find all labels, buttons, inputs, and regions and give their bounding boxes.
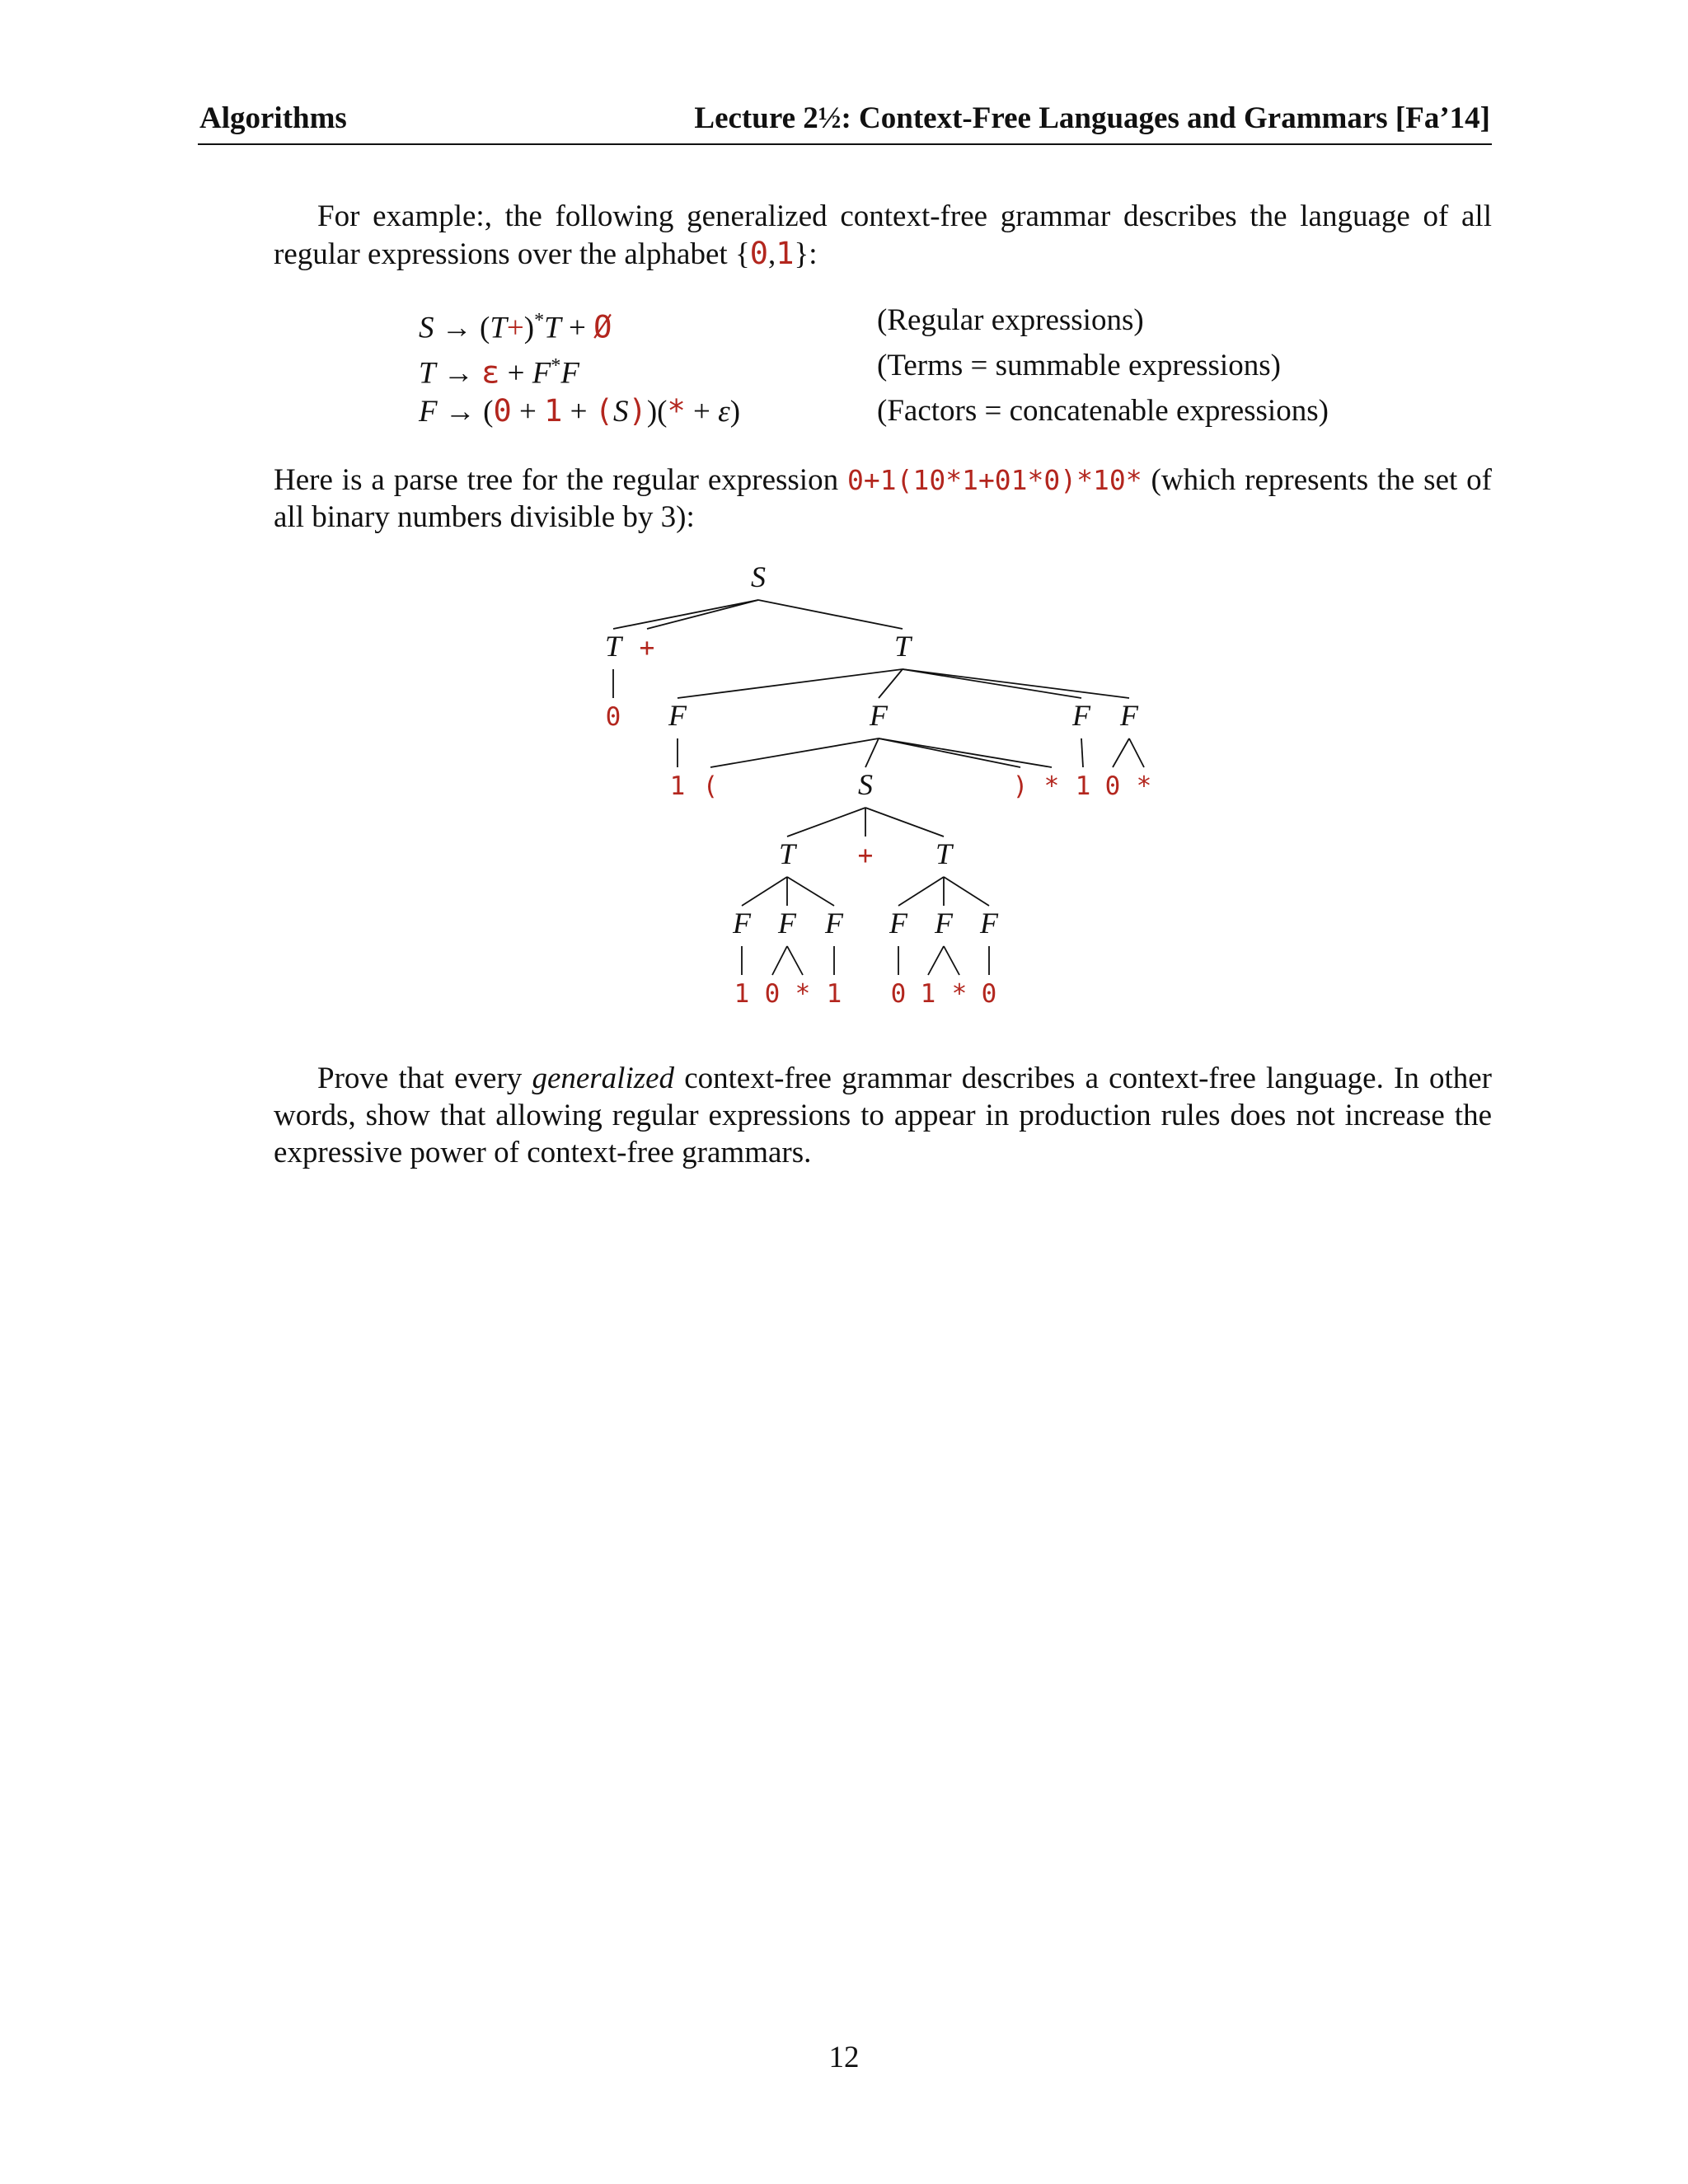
- tree-edge: [928, 946, 944, 975]
- prove-paragraph: [274, 1060, 1492, 1171]
- alphabet-brace-close: }:: [794, 237, 818, 271]
- tree-nonterminal-node: F: [889, 907, 907, 940]
- rule-symbol: 1: [544, 393, 563, 429]
- rule-symbol: +: [499, 356, 532, 391]
- rule-symbol: +: [511, 395, 545, 429]
- rule-symbol: Ø: [593, 309, 612, 345]
- tree-edge: [758, 600, 903, 629]
- rule-symbol: ε: [718, 395, 730, 429]
- prove-emphasis: generalized: [532, 1062, 675, 1095]
- rule-symbol: 0: [493, 393, 512, 429]
- parse-intro-before: Here is a parse tree for the regular expression: [274, 463, 847, 497]
- rule-symbol: T: [419, 356, 436, 391]
- tree-terminal-node: +: [857, 841, 874, 870]
- alphabet-brace-open: {: [734, 237, 750, 271]
- tree-terminal-node: 0: [981, 979, 997, 1009]
- tree-edge: [944, 946, 959, 975]
- rule-symbol: +: [562, 395, 595, 429]
- tree-edge: [879, 738, 1052, 767]
- tree-terminal-node: 0: [764, 979, 781, 1009]
- tree-terminal-node: 1: [669, 771, 686, 801]
- tree-terminal-node: 0: [605, 702, 621, 732]
- rule-symbol: +: [506, 311, 524, 345]
- tree-edge: [865, 808, 944, 837]
- rule-symbol: *: [534, 310, 545, 331]
- tree-edge: [898, 877, 944, 906]
- intro-text: For example:, the following generalized context-free grammar describes the language of all regular expressions over the alphabet: [274, 199, 1492, 271]
- tree-terminal-node: 0: [890, 979, 907, 1009]
- tree-edge: [742, 877, 787, 906]
- alphabet-comma: ,: [767, 237, 776, 271]
- tree-edge: [787, 877, 834, 906]
- alphabet-symbol-0: 0: [749, 236, 768, 271]
- rule-symbol: +: [560, 311, 594, 345]
- rule-symbol: F: [560, 356, 579, 391]
- rule-symbol: *: [551, 355, 561, 377]
- tree-edge: [903, 669, 1129, 698]
- rule-symbol: *: [667, 393, 686, 429]
- tree-nonterminal-node: F: [1072, 699, 1090, 732]
- header-left-title: Algorithms: [199, 101, 347, 135]
- tree-terminal-node: *: [1136, 771, 1152, 801]
- tree-terminal-node: 1: [1075, 771, 1091, 801]
- rule-symbol: → (: [437, 395, 494, 429]
- tree-nonterminal-node: F: [980, 907, 998, 940]
- tree-edge: [772, 946, 787, 975]
- tree-terminal-node: *: [1043, 771, 1060, 801]
- rule-symbol: ε: [481, 354, 500, 391]
- rule-symbol: S: [613, 395, 629, 429]
- tree-terminal-node: (: [702, 771, 719, 801]
- tree-nonterminal-node: F: [870, 699, 888, 732]
- tree-nonterminal-node: F: [668, 699, 687, 732]
- tree-edge: [787, 808, 865, 837]
- tree-terminal-node: ): [1012, 771, 1029, 801]
- tree-terminal-node: 0: [1104, 771, 1121, 801]
- tree-terminal-node: *: [951, 979, 968, 1009]
- rule-symbol: )(: [646, 395, 668, 429]
- tree-edge: [710, 738, 879, 767]
- prove-before: Prove that every: [317, 1062, 532, 1095]
- page-number: 12: [828, 2041, 860, 2074]
- tree-nonterminal-node: S: [858, 768, 873, 801]
- tree-nonterminal-node: T: [935, 837, 953, 870]
- tree-edge: [647, 600, 758, 629]
- tree-edge: [879, 669, 903, 698]
- tree-edge: [613, 600, 758, 629]
- grammar-rule-comment: (Regular expressions): [877, 303, 1144, 337]
- tree-edge: [865, 738, 879, 767]
- regex-example: 0+1(10*1+01*0)*10*: [847, 464, 1142, 496]
- rule-symbol: T: [490, 311, 507, 345]
- tree-nonterminal-node: F: [935, 907, 953, 940]
- tree-edge: [944, 877, 989, 906]
- rule-symbol: → (: [434, 311, 490, 345]
- alphabet-symbol-1: 1: [776, 236, 795, 271]
- rule-symbol: F: [419, 395, 438, 429]
- tree-edge: [1081, 738, 1083, 767]
- tree-edge: [879, 738, 1020, 767]
- rule-symbol: F: [532, 356, 551, 391]
- tree-nonterminal-node: F: [733, 907, 751, 940]
- tree-nonterminal-node: F: [825, 907, 843, 940]
- rule-symbol: +: [685, 395, 719, 429]
- tree-nonterminal-node: T: [778, 837, 796, 870]
- tree-nonterminal-node: T: [893, 630, 912, 663]
- tree-terminal-node: 1: [920, 979, 936, 1009]
- tree-terminal-node: 1: [826, 979, 842, 1009]
- tree-edge: [1113, 738, 1129, 767]
- tree-nonterminal-node: T: [604, 630, 622, 663]
- rule-symbol: (: [594, 393, 614, 429]
- rule-symbol: ): [628, 393, 647, 429]
- tree-nonterminal-node: F: [778, 907, 796, 940]
- rule-symbol: S: [419, 311, 434, 345]
- tree-edge: [787, 946, 803, 975]
- grammar-rule-comment: (Factors = concatenable expressions): [877, 394, 1329, 428]
- parse-intro-after: (which represents the set of all binary numbers divisible by 3):: [274, 463, 1493, 534]
- grammar-rule-comment: (Terms = summable expressions): [877, 349, 1281, 382]
- tree-edge: [1129, 738, 1144, 767]
- rule-symbol: ): [523, 311, 535, 345]
- rule-symbol: →: [435, 356, 482, 391]
- tree-edge: [678, 669, 903, 698]
- tree-nonterminal-node: F: [1120, 699, 1138, 732]
- header-right-title: Lecture 2½: Context-Free Languages and Grammars [Fa’14]: [694, 101, 1490, 135]
- tree-nonterminal-node: S: [751, 560, 766, 593]
- rule-symbol: ): [729, 395, 741, 429]
- tree-terminal-node: +: [639, 633, 655, 663]
- prove-after: context-free grammar describes a context-free language. In other words, show that allowing regular expressions to appear in production rules does not increase the expressive power of context-free grammars.: [274, 1062, 1492, 1169]
- tree-edge: [903, 669, 1081, 698]
- tree-terminal-node: 1: [734, 979, 750, 1009]
- tree-terminal-node: *: [795, 979, 811, 1009]
- rule-symbol: T: [544, 311, 561, 345]
